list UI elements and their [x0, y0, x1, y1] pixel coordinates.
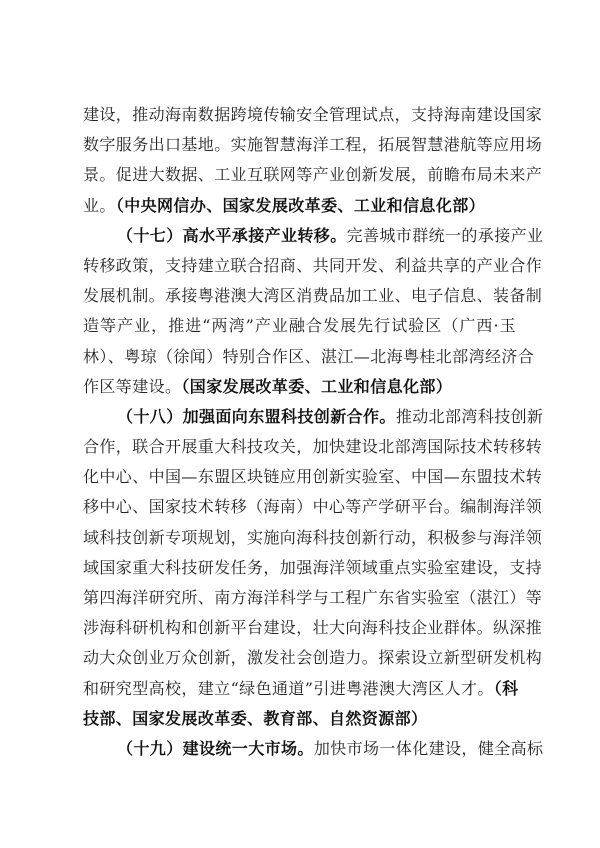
body-text: 业。: [83, 195, 116, 215]
body-text: 推动北部湾科技创新: [395, 406, 544, 426]
text-line: [83, 643, 543, 673]
body-text: 化中心、中国—东盟区块链应用创新实验室、中国—东盟技术转: [83, 467, 543, 487]
text-line: [83, 613, 543, 643]
text-line: [83, 492, 543, 522]
text-line: [83, 100, 543, 130]
text-line: [83, 674, 519, 704]
text-line: [83, 221, 544, 251]
text-line: [83, 191, 516, 221]
body-text: 涉海科研机构和创新平台建设，壮大向海科技企业群体。纵深推: [83, 618, 543, 638]
text-line: [83, 342, 535, 372]
bold-text: （十九）建设统一大市场。: [117, 738, 314, 758]
body-text: 和研究型高校，建立“绿色通道”引进粤港澳大湾区人才。: [83, 678, 494, 698]
bold-text: （科: [493, 678, 519, 698]
body-text: 造等产业，推进“两湾”产业融合发展先行试验区（广西·玉: [83, 316, 516, 336]
bold-text: （中央网信办、国家发展改革委、工业和信息化部）: [115, 195, 486, 215]
text-line: [83, 583, 543, 613]
body-text: 合作，联合开展重大科技攻关，加快建设北部湾国际技术转移转: [83, 437, 543, 457]
body-text: 动大众创业万众创新，激发社会创造力。探索设立新型研发机构: [83, 648, 543, 668]
body-text: 建设，推动海南数据跨境传输安全管理试点，支持海南建设国家: [83, 105, 543, 124]
text-line: [83, 251, 543, 281]
text-line: [83, 160, 543, 190]
body-text: 完善城市群统一的承接产业: [346, 225, 544, 245]
body-text: 发展机制。承接粤港澳大湾区消费品加工业、电子信息、装备制: [83, 286, 543, 306]
text-line: [83, 281, 543, 311]
body-text: 域国家重大科技研发任务，加强海洋领域重点实验室建设，支持: [83, 557, 543, 577]
text-line: [83, 402, 544, 432]
body-text: 转移政策，支持建立联合招商、共同开发、利益共享的产业合作: [83, 255, 543, 275]
text-line: [83, 704, 516, 734]
text-line: [83, 553, 543, 583]
bold-text: （国家发展改革委、工业和信息化部）: [181, 376, 453, 396]
body-text: 数字服务出口基地。实施智慧海洋工程，拓展智慧港航等应用场: [83, 135, 543, 155]
text-line: [83, 372, 516, 402]
document-body: [83, 100, 544, 764]
body-text: 林）、粤琼（徐闻）特别合作区、湛江—北海粤桂北部湾经济合: [83, 346, 535, 366]
text-line: [83, 311, 516, 341]
body-text: 景。促进大数据、工业互联网等产业创新发展，前瞻布局未来产: [83, 165, 543, 185]
body-text: 第四海洋研究所、南方海洋科学与工程广东省实验室（湛江）等: [83, 588, 543, 607]
body-text: 移中心、国家技术转移（海南）中心等产学研平台。编制海洋领: [83, 497, 543, 517]
body-text: 域科技创新专项规划，实施向海科技创新行动，积极参与海洋领: [83, 527, 543, 547]
bold-text: （十七）高水平承接产业转移。: [117, 225, 347, 245]
text-line: [83, 523, 543, 553]
bold-text: 技部、国家发展改革委、教育部、自然资源部）: [83, 708, 428, 728]
body-text: 作区等建设。: [83, 376, 182, 396]
text-line: [83, 432, 543, 462]
bold-text: （十八）加强面向东盟科技创新合作。: [117, 406, 396, 426]
text-line: [83, 462, 543, 492]
body-text: 加快市场一体化建设，健全高标: [313, 738, 544, 758]
text-line: [83, 130, 543, 160]
text-line: [83, 734, 544, 764]
